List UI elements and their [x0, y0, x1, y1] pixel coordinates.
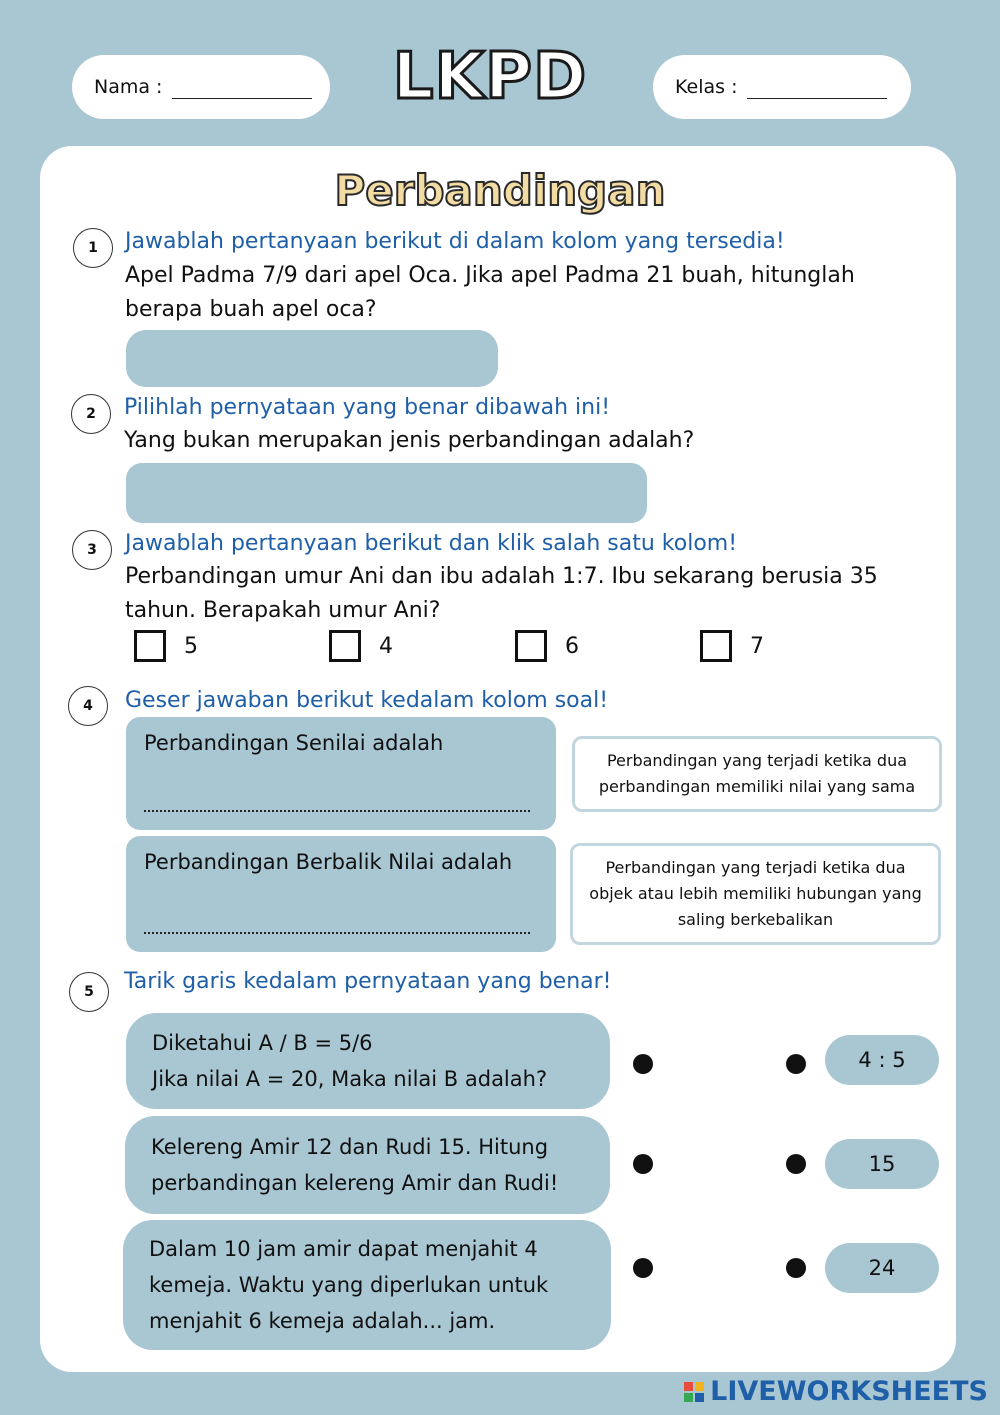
item-line: Jika nilai A = 20, Maka nilai B adalah? [152, 1067, 548, 1091]
question-2-number: 2 [71, 394, 111, 434]
question-4-instruction: Geser jawaban berikut kedalam kolom soal! [125, 688, 609, 713]
match-answer-3: 24 [825, 1243, 939, 1293]
item-line: Kelereng Amir 12 dan Rudi 15. Hitung [151, 1135, 549, 1159]
item-line: perbandingan kelereng Amir dan Rudi! [151, 1171, 559, 1195]
question-1-answer-input[interactable] [126, 330, 498, 387]
checkbox[interactable] [515, 630, 547, 662]
item-line: menjahit 6 kemeja adalah... jam. [149, 1309, 496, 1333]
question-5-item-3 [123, 1220, 611, 1350]
option-label: 5 [184, 633, 198, 659]
match-dot-left-2[interactable] [633, 1154, 653, 1174]
question-3-line-2: tahun. Berapakah umur Ani? [125, 598, 441, 623]
question-5-item-2 [125, 1116, 610, 1214]
match-dot-right-1[interactable] [786, 1054, 806, 1074]
question-3-option-c[interactable] [515, 630, 579, 662]
question-3-option-d[interactable] [700, 630, 764, 662]
question-1-line-1: Apel Padma 7/9 dari apel Oca. Jika apel Padma 21 buah, hitunglah [125, 263, 855, 288]
nama-input-line[interactable] [172, 85, 312, 99]
page-title: LKPD [392, 40, 588, 114]
question-3-option-b[interactable] [329, 630, 393, 662]
match-dot-right-3[interactable] [786, 1258, 806, 1278]
question-5-number: 5 [69, 972, 109, 1012]
brand-logo [684, 1376, 988, 1407]
question-4-drag-option-2[interactable]: Perbandingan yang terjadi ketika dua objek atau lebih memiliki hubungan yang saling berkebalikan [570, 843, 941, 945]
nama-label: Nama : [94, 76, 163, 98]
question-4-drop-zone-2[interactable] [126, 836, 556, 952]
question-1-line-2: berapa buah apel oca? [125, 297, 377, 322]
kelas-input-line[interactable] [747, 85, 887, 99]
question-2-instruction: Pilihlah pernyataan yang benar dibawah ini! [124, 395, 611, 420]
option-label: 4 [379, 633, 393, 659]
match-dot-right-2[interactable] [786, 1154, 806, 1174]
question-5-item-1 [126, 1013, 610, 1109]
kelas-label: Kelas : [675, 76, 738, 98]
option-label: 7 [750, 633, 764, 659]
answer-dotted-line [144, 810, 530, 812]
checkbox[interactable] [134, 630, 166, 662]
nama-field [72, 55, 330, 119]
question-3-option-a[interactable] [134, 630, 198, 662]
question-3-instruction: Jawablah pertanyaan berikut dan klik salah satu kolom! [125, 531, 738, 556]
brand-name: LIVEWORKSHEETS [710, 1376, 988, 1407]
item-line: Dalam 10 jam amir dapat menjahit 4 [149, 1237, 538, 1261]
question-3-line-1: Perbandingan umur Ani dan ibu adalah 1:7. Ibu sekarang berusia 35 [125, 564, 878, 589]
checkbox[interactable] [700, 630, 732, 662]
kelas-field [653, 55, 911, 119]
topic-title: Perbandingan [334, 166, 666, 215]
question-5-instruction: Tarik garis kedalam pernyataan yang benar! [124, 969, 612, 994]
match-answer-2: 15 [825, 1139, 939, 1189]
question-1-instruction: Jawablah pertanyaan berikut di dalam kolom yang tersedia! [125, 229, 785, 254]
drop-zone-label: Perbandingan Senilai adalah [144, 731, 444, 755]
question-3-number: 3 [72, 530, 112, 570]
liveworksheets-icon [684, 1382, 704, 1402]
match-answer-1: 4 : 5 [825, 1035, 939, 1085]
match-dot-left-1[interactable] [633, 1054, 653, 1074]
drop-zone-label: Perbandingan Berbalik Nilai adalah [144, 850, 513, 874]
question-4-drag-option-1[interactable]: Perbandingan yang terjadi ketika dua perbandingan memiliki nilai yang sama [572, 736, 942, 812]
answer-dotted-line [144, 932, 530, 934]
item-line: Diketahui A / B = 5/6 [152, 1031, 373, 1055]
question-2-text: Yang bukan merupakan jenis perbandingan adalah? [124, 428, 695, 453]
question-4-drop-zone-1[interactable] [126, 717, 556, 830]
question-2-answer-select[interactable] [126, 463, 647, 523]
option-label: 6 [565, 633, 579, 659]
question-4-number: 4 [68, 686, 108, 726]
item-line: kemeja. Waktu yang diperlukan untuk [149, 1273, 549, 1297]
checkbox[interactable] [329, 630, 361, 662]
question-1-number: 1 [73, 228, 113, 268]
match-dot-left-3[interactable] [633, 1258, 653, 1278]
